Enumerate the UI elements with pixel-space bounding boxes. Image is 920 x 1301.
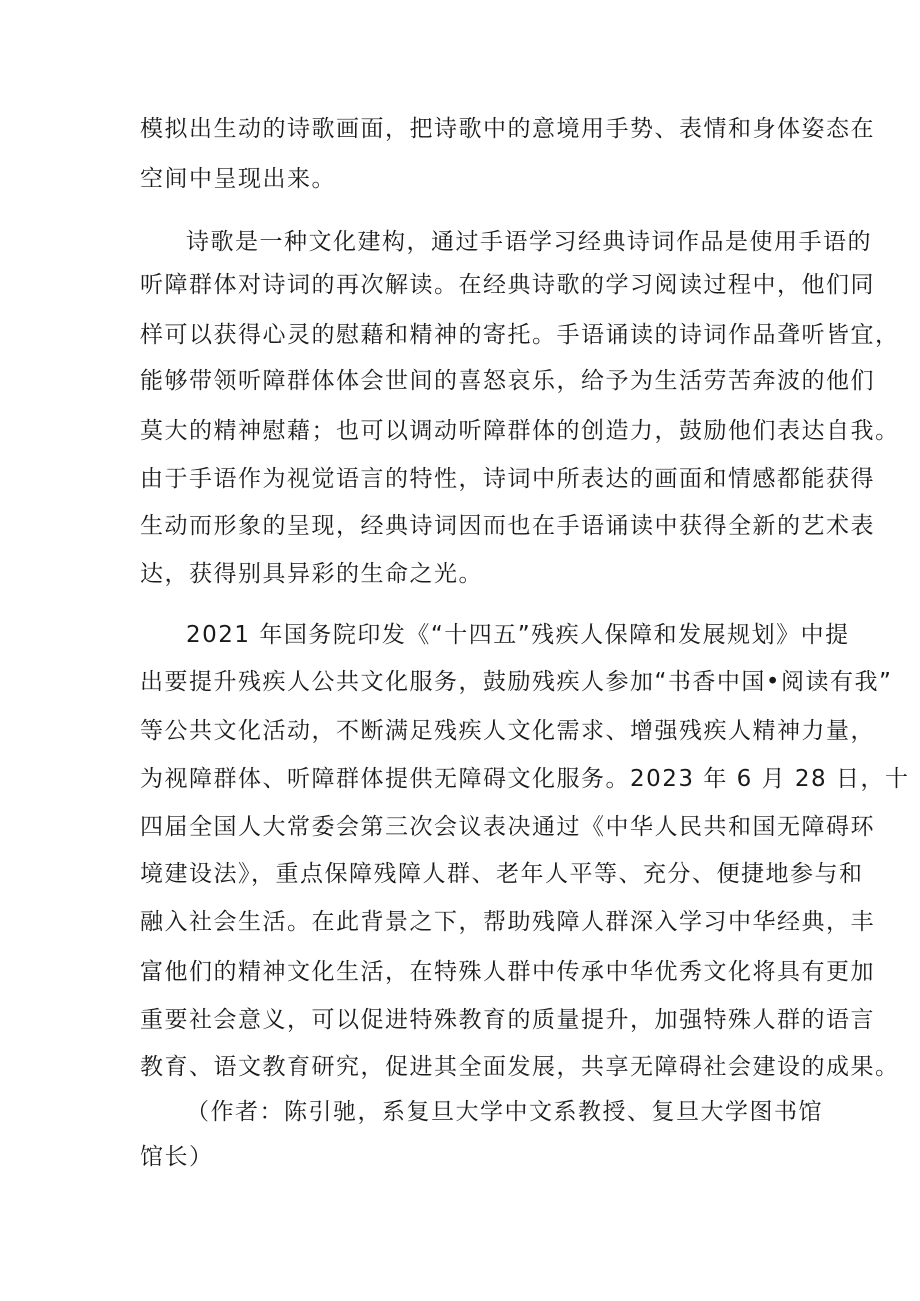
paragraph-2-line-2: 听障群体对诗词的再次解读。在经典诗歌的学习阅读过程中，他们同 [140, 272, 875, 298]
paragraph-3-line-3: 等公共文化活动，不断满足残疾人文化需求、增强残疾人精神力量， [140, 718, 875, 744]
paragraph-2-line-6: 由于手语作为视觉语言的特性，诗词中所表达的画面和情感都能获得 [140, 466, 875, 492]
paragraph-3-line-10: 教育、语文教育研究，促进其全面发展，共享无障碍社会建设的成果。 [140, 1054, 900, 1080]
author-note-line-1: （作者：陈引驰，系复旦大学中文系教授、复旦大学图书馆 [186, 1099, 823, 1125]
paragraph-3-line-1: 2021 年国务院印发《“十四五”残疾人保障和发展规划》中提 [186, 622, 850, 648]
paragraph-3-line-5: 四届全国人大常委会第三次会议表决通过《中华人民共和国无障碍环 [140, 814, 875, 840]
paragraph-3-line-2: 出要提升残疾人公共文化服务，鼓励残疾人参加“书香中国•阅读有我” [140, 669, 893, 695]
paragraph-3-line-9: 重要社会意义，可以促进特殊教育的质量提升，加强特殊人群的语言 [140, 1007, 875, 1033]
paragraph-3-line-6: 境建设法》，重点保障残障人群、老年人平等、充分、便捷地参与和 [140, 861, 864, 887]
paragraph-3-line-7: 融入社会生活。在此背景之下，帮助残障人群深入学习中华经典，丰 [140, 909, 875, 935]
paragraph-1-line-2: 空间中呈现出来。 [140, 166, 336, 192]
paragraph-3-line-4: 为视障群体、听障群体提供无障碍文化服务。2023 年 6 月 28 日，十 [140, 766, 910, 792]
paragraph-3-line-8: 富他们的精神文化生活，在特殊人群中传承中华优秀文化将具有更加 [140, 959, 875, 985]
paragraph-2-line-7: 生动而形象的呈现，经典诗词因而也在手语诵读中获得全新的艺术表 [140, 513, 875, 539]
paragraph-2-line-5: 莫大的精神慰藉；也可以调动听障群体的创造力，鼓励他们表达自我。 [140, 418, 900, 444]
paragraph-1-line-1: 模拟出生动的诗歌画面，把诗歌中的意境用手势、表情和身体姿态在 [140, 116, 875, 142]
paragraph-2-line-8: 达，获得别具异彩的生命之光。 [140, 561, 483, 587]
paragraph-2-line-1: 诗歌是一种文化建构，通过手语学习经典诗词作品是使用手语的 [186, 229, 872, 255]
paragraph-2-line-3: 样可以获得心灵的慰藉和精神的寄托。手语诵读的诗词作品聋听皆宜， [140, 322, 900, 348]
paragraph-2-line-4: 能够带领听障群体体会世间的喜怒哀乐，给予为生活劳苦奔波的他们 [140, 368, 875, 394]
author-note-line-2: 馆长） [140, 1144, 214, 1170]
